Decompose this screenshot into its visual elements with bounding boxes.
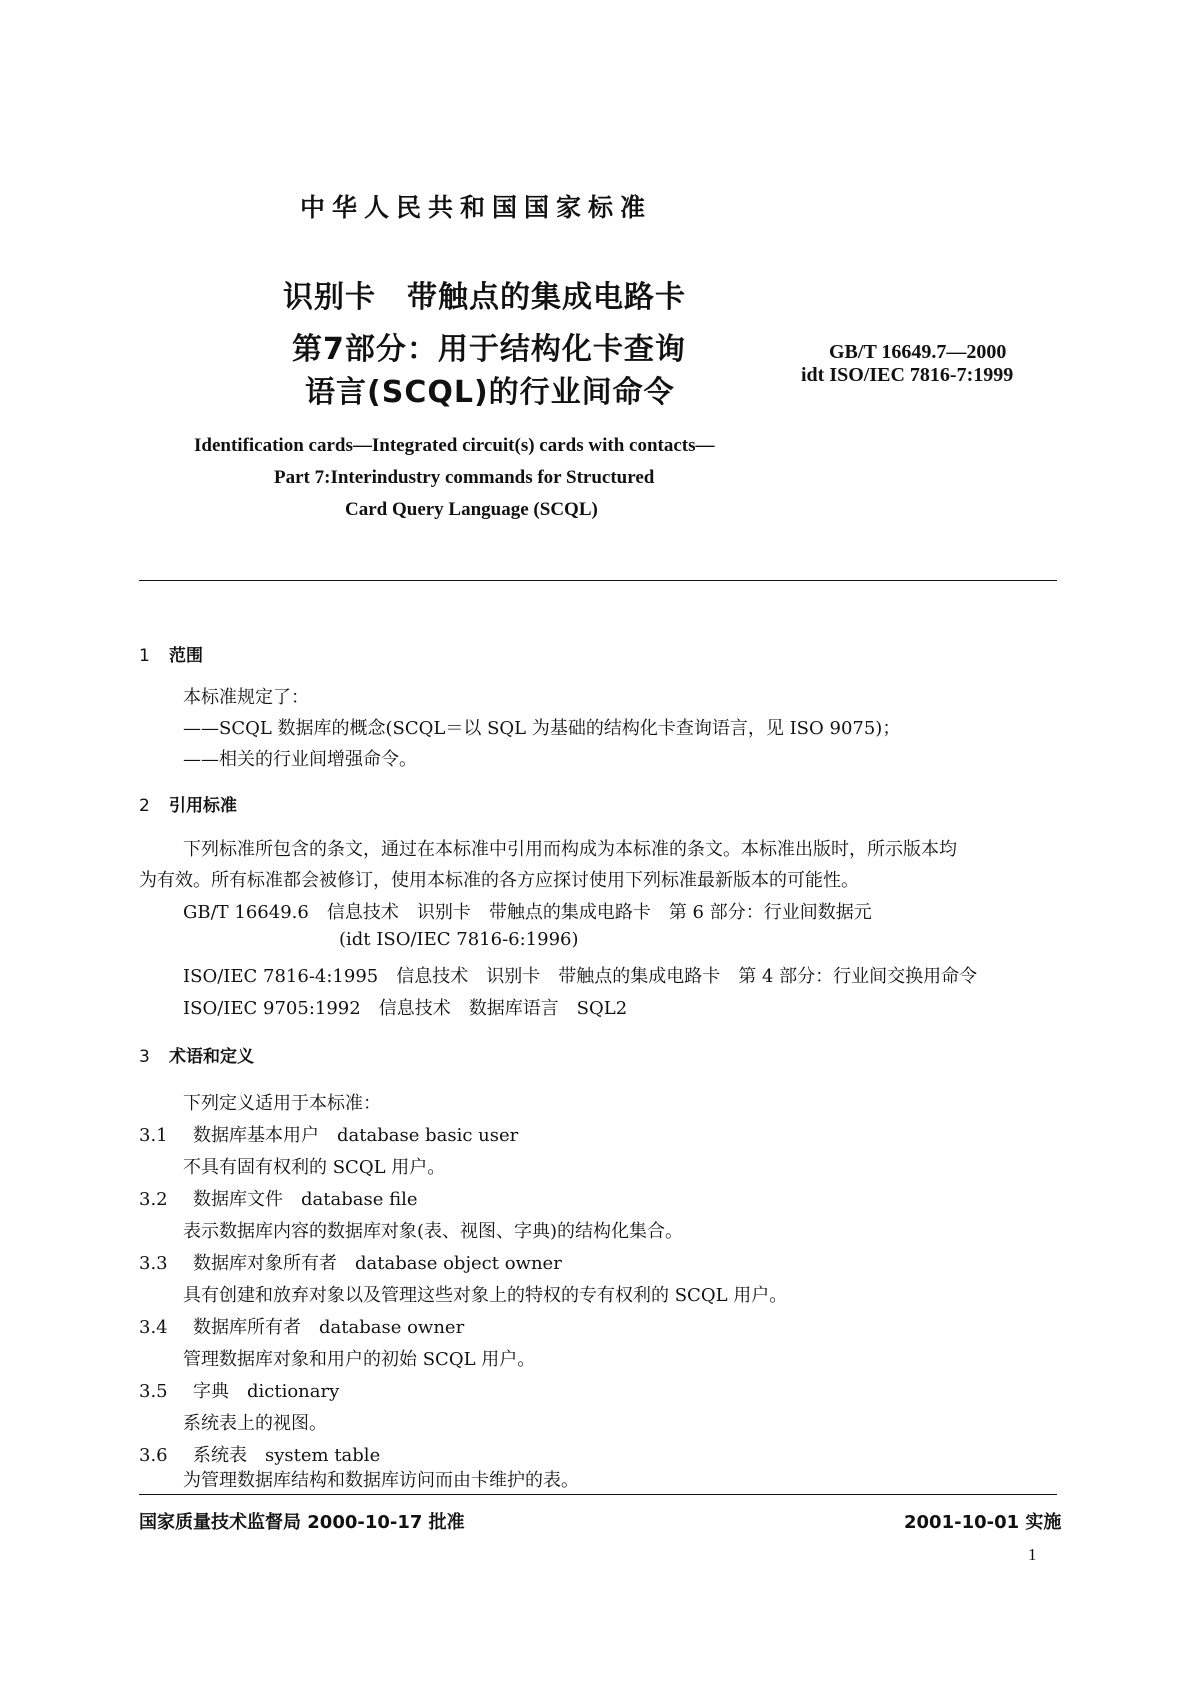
- reference-item: ISO/IEC 7816-4:1995 信息技术 识别卡 带触点的集成电路卡 第 4 部分：行业间交换用命令: [183, 966, 978, 987]
- term-3-3: [139, 1249, 562, 1275]
- term-number: 3.3: [139, 1253, 168, 1274]
- term-name: 数据库文件 database file: [193, 1189, 418, 1210]
- terms-intro: 下列定义适用于本标准：: [183, 1093, 381, 1114]
- term-3-1: [139, 1121, 518, 1147]
- section-title: 引用标准: [169, 796, 237, 816]
- term-name: 数据库基本用户 database basic user: [193, 1125, 519, 1146]
- standard-number: GB/T 16649.7—2000: [829, 341, 1007, 363]
- header-divider: [139, 580, 1057, 581]
- section-1-heading: [139, 641, 203, 666]
- term-definition: 不具有固有权利的 SCQL 用户。: [183, 1157, 446, 1178]
- term-3-6: [139, 1441, 380, 1467]
- title-en-line-3: Card Query Language (SCQL): [345, 499, 598, 520]
- term-3-4: [139, 1313, 464, 1339]
- implementation-date: 2001-10-01 实施: [904, 1512, 1062, 1533]
- scope-intro: 本标准规定了：: [183, 687, 309, 708]
- term-name: 数据库对象所有者 database object owner: [193, 1253, 562, 1274]
- term-name: 数据库所有者 database owner: [193, 1317, 465, 1338]
- section-title: 术语和定义: [169, 1047, 254, 1067]
- term-name: 系统表 system table: [193, 1445, 381, 1466]
- national-standard-title: 中华人民共和国国家标准: [300, 193, 653, 222]
- footer-divider: [139, 1494, 1057, 1495]
- term-definition: 管理数据库对象和用户的初始 SCQL 用户。: [183, 1349, 536, 1370]
- scope-item-2: ——相关的行业间增强命令。: [183, 749, 417, 770]
- page-number: 1: [1028, 1545, 1037, 1564]
- term-3-2: [139, 1185, 418, 1211]
- term-name: 字典 dictionary: [193, 1381, 340, 1402]
- section-title: 范围: [169, 646, 203, 666]
- idt-reference: idt ISO/IEC 7816-7:1999: [801, 364, 1014, 386]
- section-number: 1: [139, 646, 150, 666]
- section-number: 2: [139, 796, 150, 816]
- term-definition: 表示数据库内容的数据库对象(表、视图、字典)的结构化集合。: [183, 1221, 684, 1242]
- scope-item-1: ——SCQL 数据库的概念(SCQL＝以 SQL 为基础的结构化卡查询语言，见 ISO 9075)；: [183, 718, 901, 739]
- title-en-line-2: Part 7:Interindustry commands for Structured: [274, 467, 655, 488]
- term-3-5: [139, 1377, 339, 1403]
- title-cn-line-3: 语言(SCQL)的行业间命令: [305, 375, 675, 410]
- term-number: 3.2: [139, 1189, 168, 1210]
- term-definition: 为管理数据库结构和数据库访问而由卡维护的表。: [183, 1470, 579, 1491]
- term-number: 3.4: [139, 1317, 168, 1338]
- term-definition: 具有创建和放弃对象以及管理这些对象上的特权的专有权利的 SCQL 用户。: [183, 1285, 788, 1306]
- reference-item: ISO/IEC 9705:1992 信息技术 数据库语言 SQL2: [183, 998, 628, 1019]
- term-definition: 系统表上的视图。: [183, 1413, 327, 1434]
- references-paragraph-line-2: 为有效。所有标准都会被修订，使用本标准的各方应探讨使用下列标准最新版本的可能性。: [139, 870, 859, 891]
- term-number: 3.1: [139, 1125, 168, 1146]
- references-paragraph-line-1: 下列标准所包含的条文，通过在本标准中引用而构成为本标准的条文。本标准出版时，所示版本均: [183, 839, 957, 860]
- section-number: 3: [139, 1047, 150, 1067]
- term-number: 3.5: [139, 1381, 168, 1402]
- title-cn-line-2: 第7部分：用于结构化卡查询: [292, 332, 686, 367]
- section-3-heading: [139, 1042, 254, 1067]
- term-number: 3.6: [139, 1445, 168, 1466]
- reference-item: (idt ISO/IEC 7816-6:1996): [339, 929, 579, 950]
- reference-item: GB/T 16649.6 信息技术 识别卡 带触点的集成电路卡 第 6 部分：行业间数据元: [183, 902, 872, 923]
- section-2-heading: [139, 791, 237, 816]
- approval-date: 国家质量技术监督局 2000-10-17 批准: [139, 1512, 465, 1533]
- title-en-line-1: Identification cards—Integrated circuit(s) cards with contacts—: [194, 435, 715, 456]
- title-cn-line-1: 识别卡 带触点的集成电路卡: [283, 280, 686, 315]
